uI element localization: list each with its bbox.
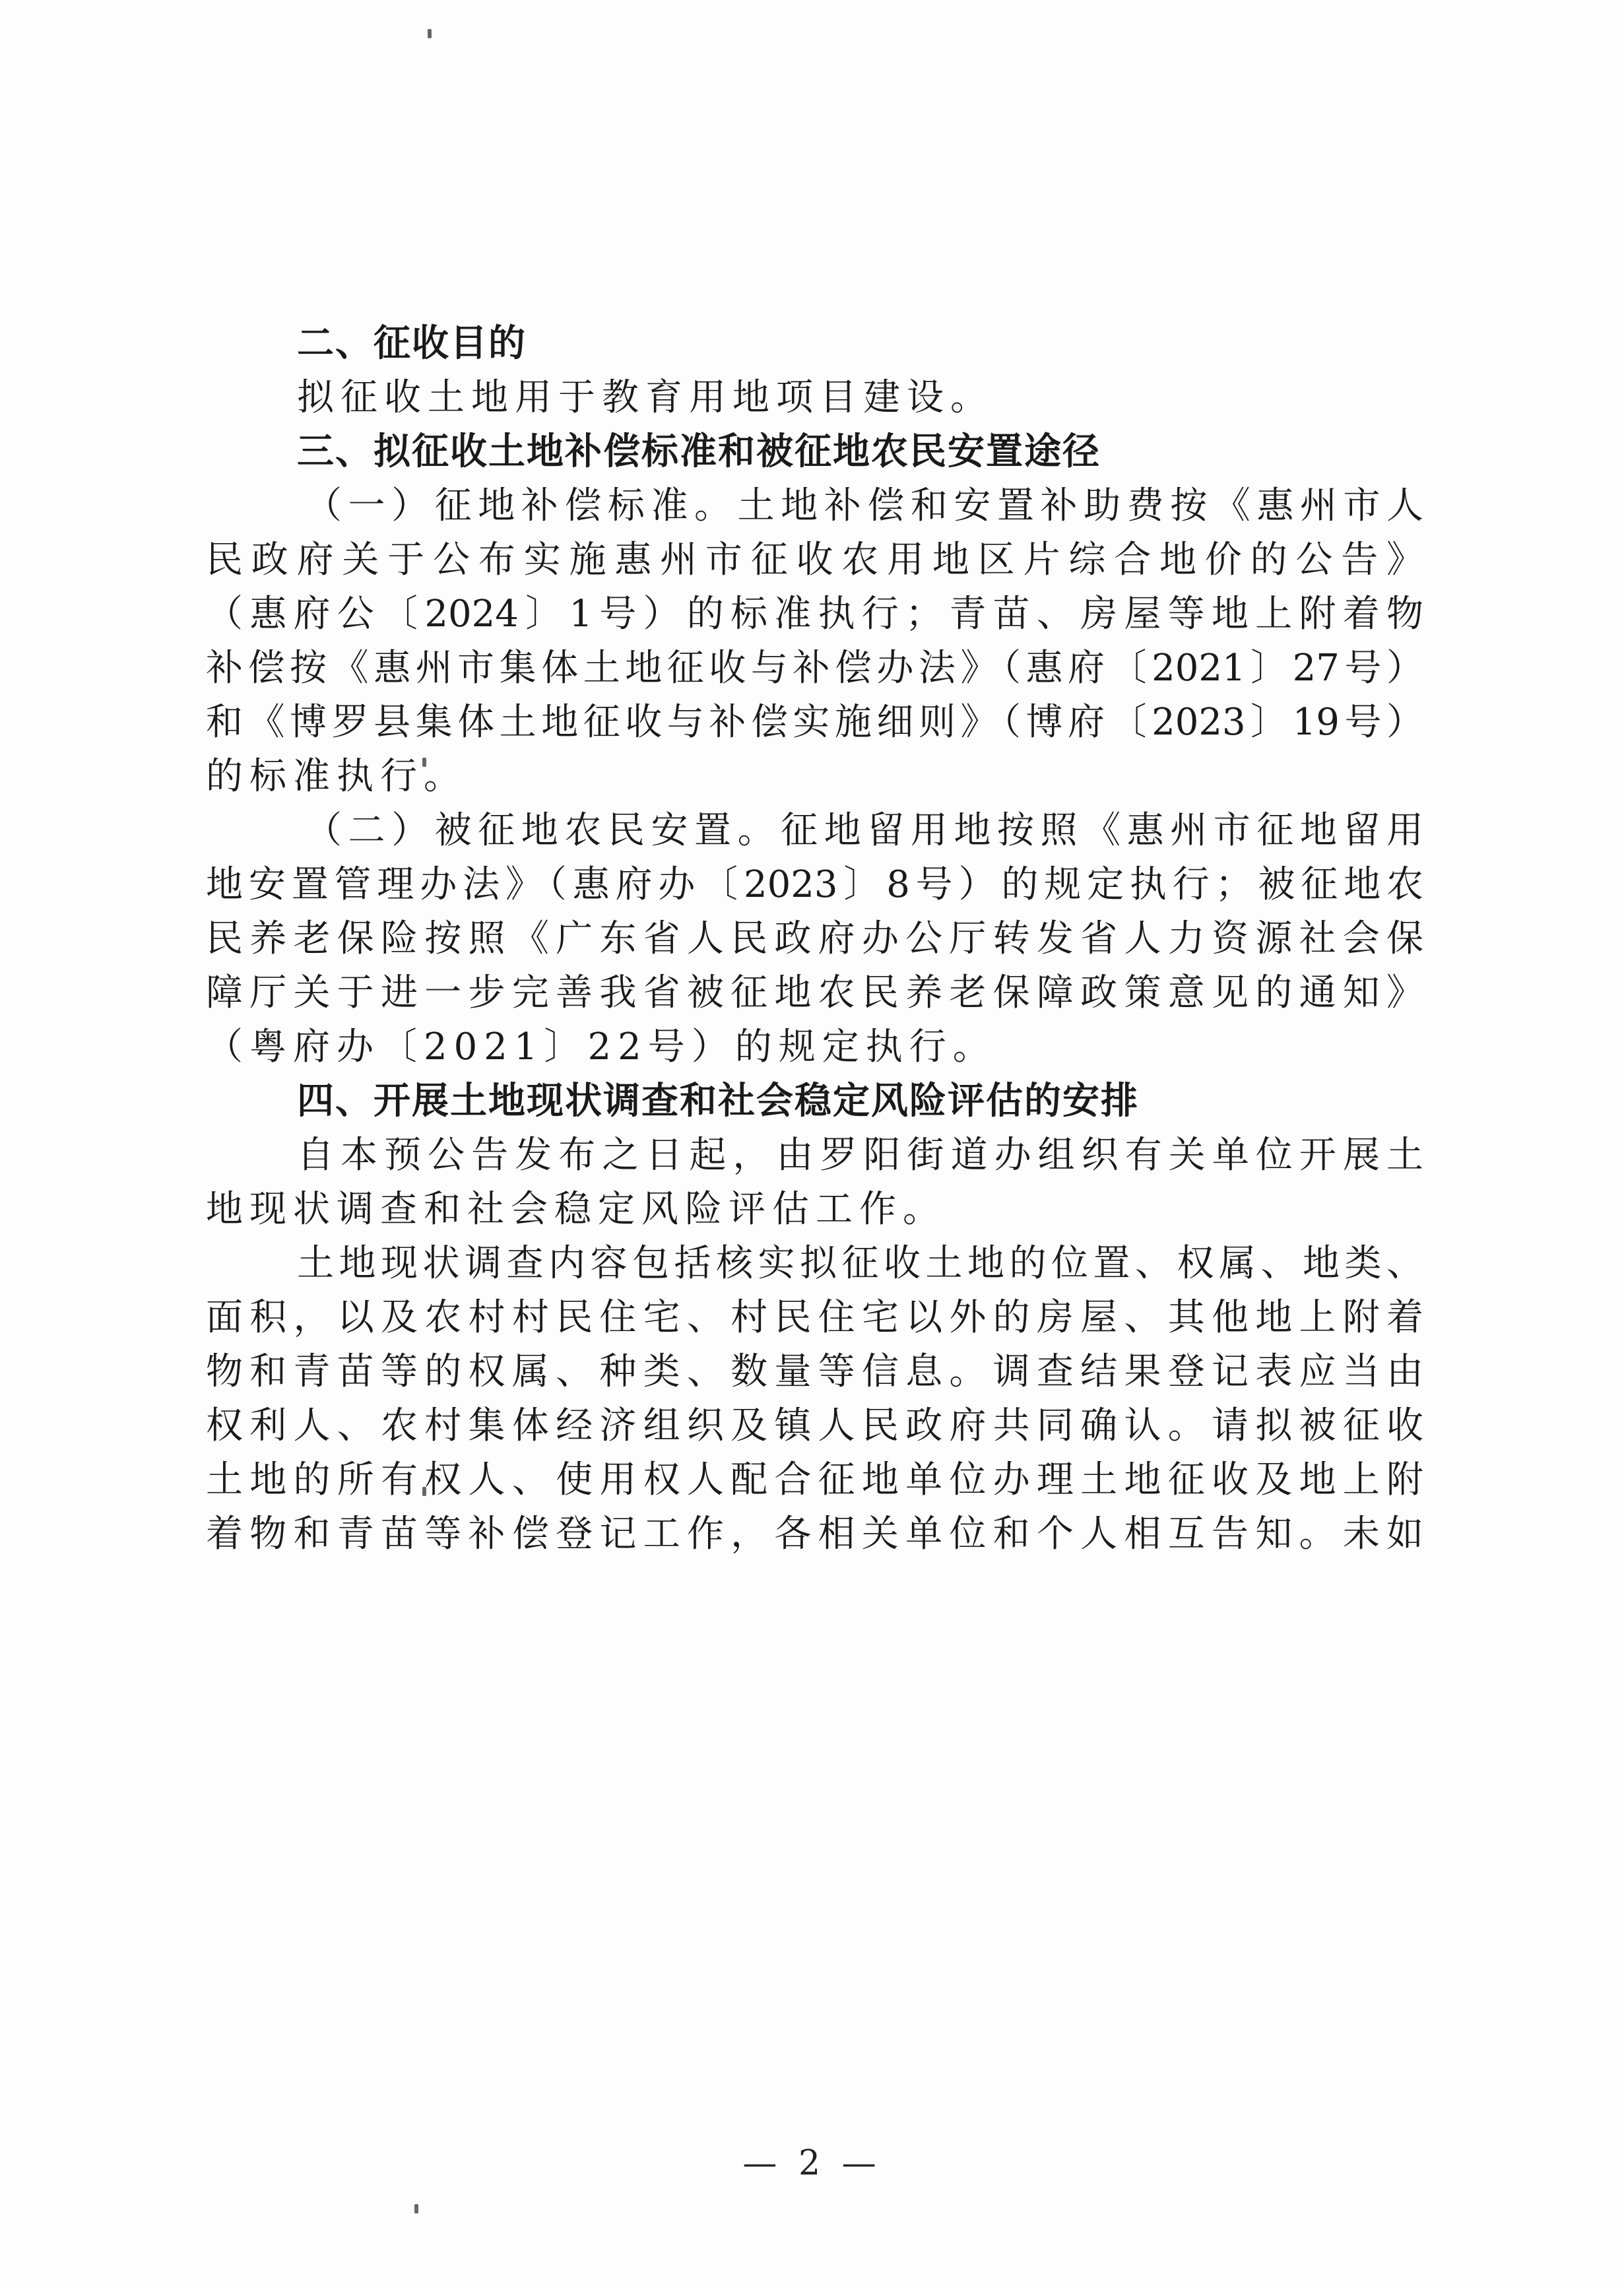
paragraph-resettlement — [206, 804, 1423, 1074]
paragraph-compensation-standard — [206, 479, 1423, 804]
paragraph-line: 土地现状调查内容包括核实拟征收土地的位置、权属、地类、 — [297, 1242, 1423, 1285]
paragraph-line: 补偿按《惠州市集体土地征收与补偿办法》（惠府〔2021〕27号） — [206, 647, 1423, 690]
paragraph-line: 地现状调查和社会稳定风险评估工作。 — [206, 1188, 946, 1231]
paragraph-line: （二）被征地农民安置。征地留用地按照《惠州市征地留用 — [305, 809, 1423, 852]
page-number: — 2 — — [742, 2143, 882, 2183]
paragraph-line: 面积，以及农村村民住宅、村民住宅以外的房屋、其他地上附着 — [206, 1296, 1423, 1339]
paragraph-line: 和《博罗县集体土地征收与补偿实施细则》（博府〔2023〕19号） — [206, 701, 1423, 744]
paragraph-survey-start — [206, 1128, 1423, 1237]
section-heading: 四、开展土地现状调查和社会稳定风险评估的安排 — [297, 1080, 1139, 1123]
paragraph-line: 权利人、农村集体经济组织及镇人民政府共同确认。请拟被征收 — [206, 1404, 1423, 1447]
paragraph-line: 自本预公告发布之日起，由罗阳街道办组织有关单位开展土 — [297, 1134, 1423, 1177]
paragraph-survey-content — [206, 1237, 1423, 1561]
paragraph-line: 物和青苗等的权属、种类、数量等信息。调查结果登记表应当由 — [206, 1350, 1423, 1393]
section-heading: 三、拟征收土地补偿标准和被征地农民安置途径 — [297, 430, 1101, 473]
document-body — [206, 317, 1423, 1561]
paragraph-line: 地安置管理办法》（惠府办〔2023〕8号）的规定执行；被征地农 — [206, 863, 1423, 906]
paragraph-line: 的标准执行。 — [206, 755, 467, 798]
section-heading: 二、征收目的 — [297, 322, 527, 365]
section-compensation — [206, 425, 1423, 1074]
paragraph-line: 民政府关于公布实施惠州市征收农用地区片综合地价的公告》 — [206, 539, 1423, 581]
scan-speck — [414, 2204, 418, 2213]
paragraph-line: 土地的所有权人、使用权人配合征地单位办理土地征收及地上附 — [206, 1458, 1423, 1501]
paragraph-line: （粤府办〔2021〕22号）的规定执行。 — [206, 1026, 996, 1068]
paragraph-line: （惠府公〔2024〕1号）的标准执行；青苗、房屋等地上附着物 — [206, 593, 1423, 636]
paragraph-line: 民养老保险按照《广东省人民政府办公厅转发省人力资源社会保 — [206, 917, 1423, 960]
section-purpose — [206, 317, 1423, 425]
scan-speck — [428, 29, 432, 38]
paragraph-line: 障厅关于进一步完善我省被征地农民养老保障政策意见的通知》 — [206, 971, 1423, 1014]
section-survey-arrangement — [206, 1074, 1423, 1561]
paragraph-line: 拟征收土地用于教育用地项目建设。 — [297, 376, 994, 419]
paragraph-line: 着物和青苗等补偿登记工作，各相关单位和个人相互告知。未如 — [206, 1513, 1423, 1555]
paragraph-line: （一）征地补偿标准。土地补偿和安置补助费按《惠州市人 — [305, 484, 1423, 527]
